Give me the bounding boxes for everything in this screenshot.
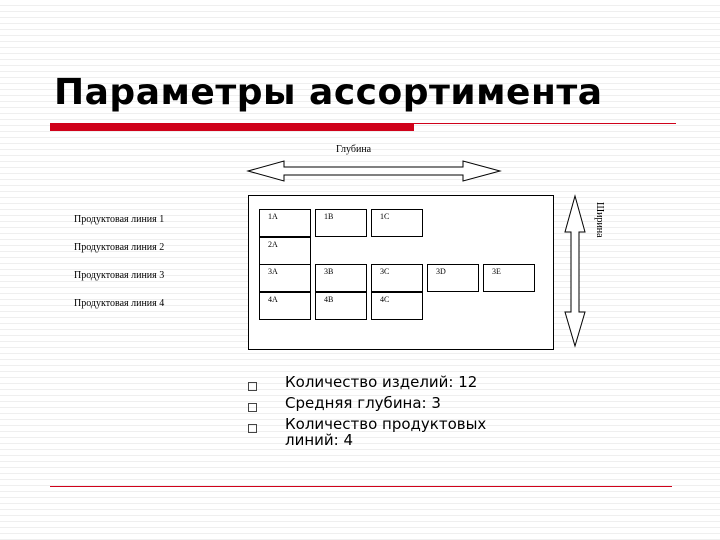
width-double-arrow [565, 196, 585, 346]
square-bullet-icon [248, 382, 257, 391]
square-bullet-icon [248, 424, 257, 433]
slide-title: Параметры ассортимента [54, 72, 603, 113]
product-cell: 1A [259, 209, 311, 237]
product-cell: 3E [483, 264, 535, 292]
product-cell: 4A [259, 292, 311, 320]
depth-label: Глубина [336, 144, 372, 155]
bullet-text: Количество продуктовых линий: 4 [285, 415, 487, 449]
product-cell: 1B [315, 209, 367, 237]
product-cell: 4C [371, 292, 423, 320]
bullet-text: Количество изделий: 12 [285, 373, 478, 391]
bullet-list [248, 374, 515, 448]
product-cell: 1C [371, 209, 423, 237]
product-cell: 2A [259, 237, 311, 265]
product-line-label: Продуктовая линия 3 [74, 270, 165, 281]
product-line-label: Продуктовая линия 1 [74, 214, 165, 225]
depth-double-arrow [248, 161, 500, 181]
product-line-label: Продуктовая линия 2 [74, 242, 165, 253]
product-cell: 3D [427, 264, 479, 292]
width-label: Ширина [594, 202, 605, 238]
product-line-label: Продуктовая линия 4 [74, 298, 165, 309]
bullet-item [248, 374, 515, 395]
square-bullet-icon [248, 403, 257, 412]
bullet-item [248, 416, 515, 448]
product-cell: 3A [259, 264, 311, 292]
footer-rule [50, 486, 672, 487]
product-cell: 3C [371, 264, 423, 292]
bullet-text: Средняя глубина: 3 [285, 394, 441, 412]
product-cell: 4B [315, 292, 367, 320]
bullet-item [248, 395, 515, 416]
product-cell: 3B [315, 264, 367, 292]
